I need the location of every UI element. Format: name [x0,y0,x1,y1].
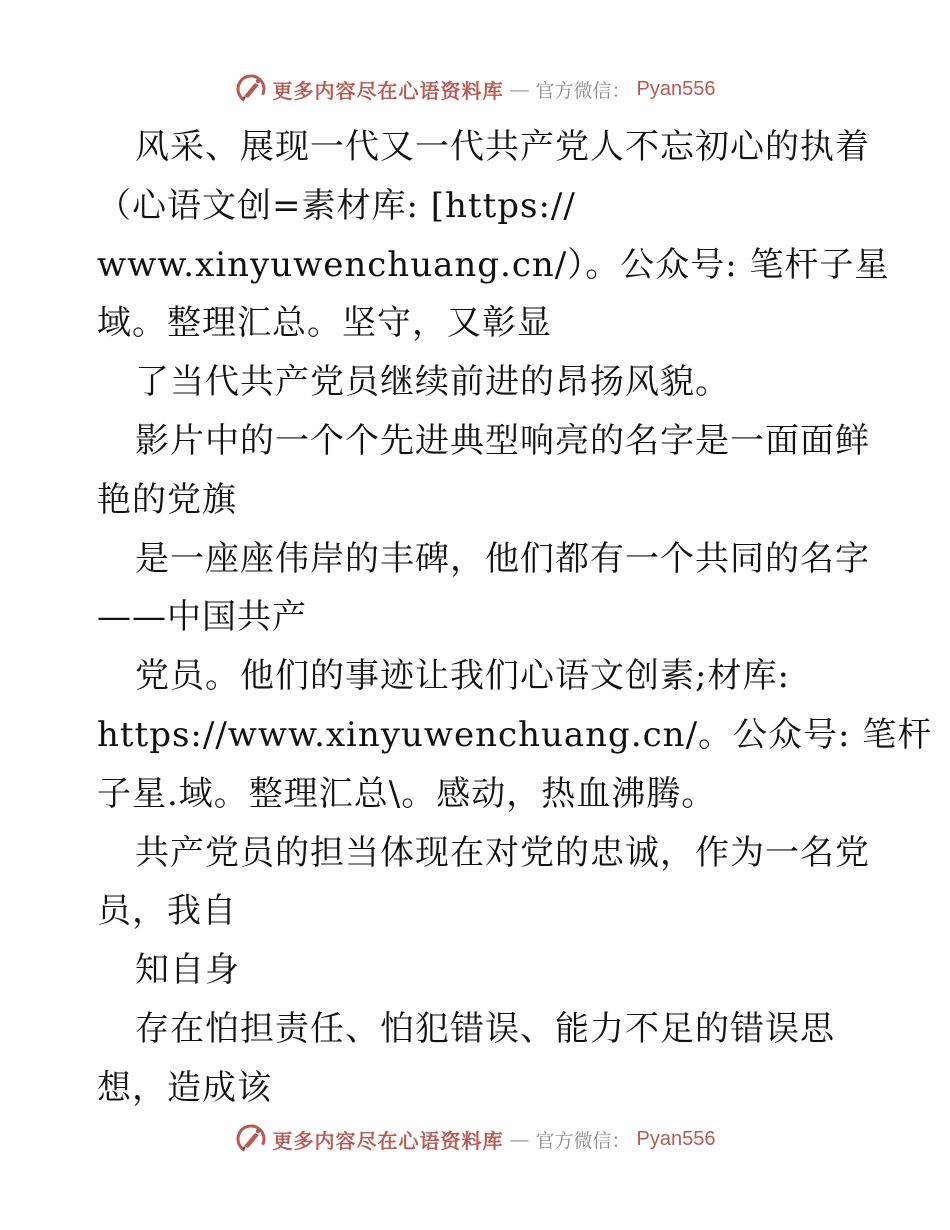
header-watermark [0,72,950,106]
text-line: 影片中的一个个先进典型响亮的名字是一面面鲜 [135,420,870,461]
text-line: 共产党员的担当体现在对党的忠诚，作为一名党 [135,832,870,873]
footer-dash: — [509,1127,530,1151]
text-line: 知自身 [135,950,240,991]
pen-logo-icon [235,1123,267,1155]
text-line: 员，我自 [97,891,237,932]
text-line: 了当代共产党员继续前进的昂扬风貌。 [135,362,730,403]
header-wechat-label: 官方微信： [535,79,631,102]
text-line: 子星.域。整理汇总\。感动，热血沸腾。 [97,773,717,814]
text-line: 党员。他们的事迹让我们心语文创素;材库: [135,656,790,697]
text-line: 存在怕担责任、怕犯错误、能力不足的错误思 [135,1008,835,1049]
text-line: 想，造成该 [97,1067,272,1108]
footer-wechat-label: 官方微信： [535,1129,631,1152]
footer-watermark [0,1122,950,1156]
header-slogan: 更多内容尽在心语资料库 [272,78,504,103]
header-wechat-id: Pyan556 [636,77,716,100]
text-line: 风采、展现一代又一代共产党人不忘初心的执着 [135,127,870,167]
footer-slogan: 更多内容尽在心语资料库 [272,1128,504,1153]
text-line: 域。整理汇总。坚守，又彰显 [97,303,552,344]
text-line: https://www.xinyuwenchuang.cn/。公众号: 笔杆 [97,714,933,755]
text-line: 艳的党旗 [97,479,237,520]
document-body [97,118,933,1118]
pen-logo-icon [235,73,267,105]
text-line: ——中国共产 [97,597,307,638]
footer-wechat-id: Pyan556 [636,1127,716,1150]
text-line: www.xinyuwenchuang.cn/）。公众号: 笔杆子星 [97,244,890,285]
text-line: 是一座座伟岸的丰碑，他们都有一个共同的名字 [135,538,870,579]
text-line: （心语文创=素材库: [https:// [97,185,576,226]
header-dash: — [509,77,530,101]
